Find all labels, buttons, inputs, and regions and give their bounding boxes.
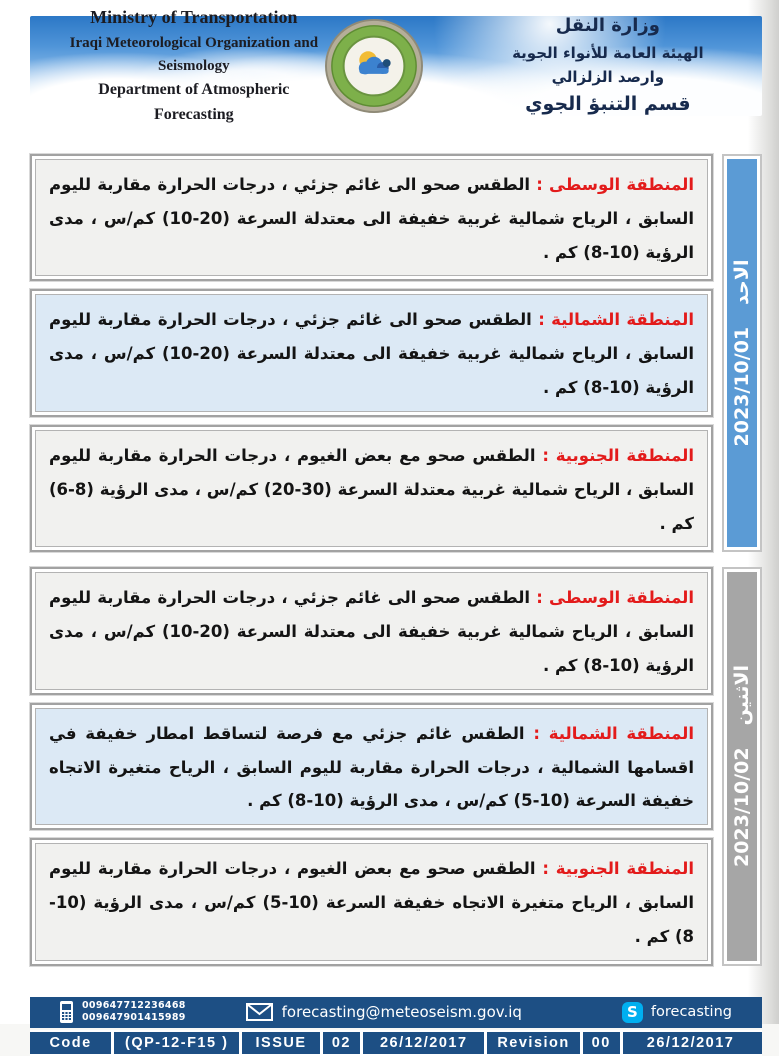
region-label: المنطقة الجنوبية : (542, 859, 695, 879)
header-english-titles (30, 4, 320, 128)
code-cell-label: Code (30, 1032, 114, 1054)
region-label: المنطقة الوسطى : (536, 175, 694, 194)
header-arabic-titles (488, 12, 762, 119)
region-label: المنطقة الوسطى : (536, 588, 694, 608)
forecast-text: الطقس غائم جزئي مع فرصة لتساقط امطار خفيفة في اقسامها الشمالية ، درجات الحرارة مقاربة لليوم السابق ، الرياح متغيرة الاتجاه خفيفة السرعة (10-5) كم/س ، مدى الرؤية (10-8) كم . (49, 723, 694, 811)
forecast-text: الطقس صحو مع بعض الغيوم ، درجات الحرارة مقاربة لليوم السابق ، الرياح شمالية غربية معتدلة السرعة (30-20) كم/س ، مدى الرؤية (8-6) كم . (49, 445, 694, 533)
forecast-box-southern (30, 425, 713, 552)
header-banner (30, 7, 762, 124)
ministry-title-en: Ministry of Transportation (90, 7, 298, 28)
contact-bar (30, 997, 762, 1028)
organization-title-en: Iraqi Meteorological Organization and Seismology (69, 34, 319, 75)
date-bar-sunday (722, 154, 762, 552)
forecast-box-central (30, 154, 713, 281)
revision-cell-number: 00 (583, 1032, 623, 1054)
email-address: forecasting@meteoseism.gov.iq (281, 1003, 522, 1022)
day-name-sunday: الاحد (731, 259, 753, 306)
department-title-en: Department of Atmospheric Forecasting (98, 81, 290, 124)
forecast-box-southern (30, 838, 713, 965)
document-code-row (30, 1030, 762, 1056)
skype-icon: S (622, 1002, 643, 1023)
organization-title-ar: الهيئة العامة للأنواء الجوية وارصد الزلزالي (512, 44, 704, 87)
code-cell-value: (QP-12-F15 ) (114, 1032, 242, 1054)
region-label: المنطقة الجنوبية : (542, 445, 695, 465)
issue-cell-date: 26/12/2017 (363, 1032, 487, 1054)
organization-logo-icon (320, 17, 428, 115)
phone-icon (58, 1000, 75, 1024)
issue-cell-label: ISSUE (242, 1032, 323, 1054)
revision-cell-date: 26/12/2017 (646, 1034, 735, 1051)
phone-number-1: 009647712236468 (82, 1000, 186, 1012)
forecast-section-monday (30, 567, 762, 965)
forecast-text: الطقس صحو مع بعض الغيوم ، درجات الحرارة مقاربة لليوم السابق ، الرياح متغيرة الاتجاه خفيفة السرعة (10-5) كم/س ، مدى الرؤية (10-8) كم . (49, 859, 694, 946)
footer (30, 997, 762, 1056)
email-block (246, 1003, 562, 1021)
date-monday: 2023/10/02 (731, 747, 753, 868)
region-label: المنطقة الشمالية : (533, 723, 695, 743)
issue-cell-number: 02 (323, 1032, 363, 1054)
date-bar-monday (722, 567, 762, 965)
forecast-text: الطقس صحو الى غائم جزئي ، درجات الحرارة مقاربة لليوم السابق ، الرياح شمالية غربية خفيفة الى معتدلة السرعة (20-10) كم/س ، مدى الرؤية (10-8) كم . (49, 588, 694, 675)
day-name-monday: الاثنين (731, 665, 753, 726)
forecast-text: الطقس صحو الى غائم جزئي ، درجات الحرارة مقاربة لليوم السابق ، الرياح شمالية غربية خفيفة الى معتدلة السرعة (20-10) كم/س ، مدى الرؤية (10-8) كم . (49, 175, 694, 262)
forecast-text: الطقس صحو الى غائم جزئي ، درجات الحرارة مقاربة لليوم السابق ، الرياح شمالية غربية خفيفة الى معتدلة السرعة (20-10) كم/س ، مدى الرؤية (10-8) كم . (49, 310, 694, 398)
date-sunday: 2023/10/01 (731, 327, 753, 447)
forecast-section-sunday (30, 154, 762, 552)
ministry-title-ar: وزارة النقل (555, 15, 660, 37)
skype-handle: forecasting (650, 1004, 732, 1021)
department-title-ar: قسم التنبؤ الجوي (525, 93, 691, 116)
forecast-box-central (30, 567, 713, 694)
phone-number-2: 009647901415989 (82, 1012, 186, 1024)
envelope-icon (246, 1003, 273, 1021)
phone-block (58, 1000, 186, 1024)
forecast-box-northern (30, 703, 713, 830)
forecast-box-northern (30, 289, 713, 416)
skype-block (622, 1002, 732, 1023)
region-label: المنطقة الشمالية : (538, 310, 695, 330)
revision-cell-label: Revision (487, 1032, 582, 1054)
